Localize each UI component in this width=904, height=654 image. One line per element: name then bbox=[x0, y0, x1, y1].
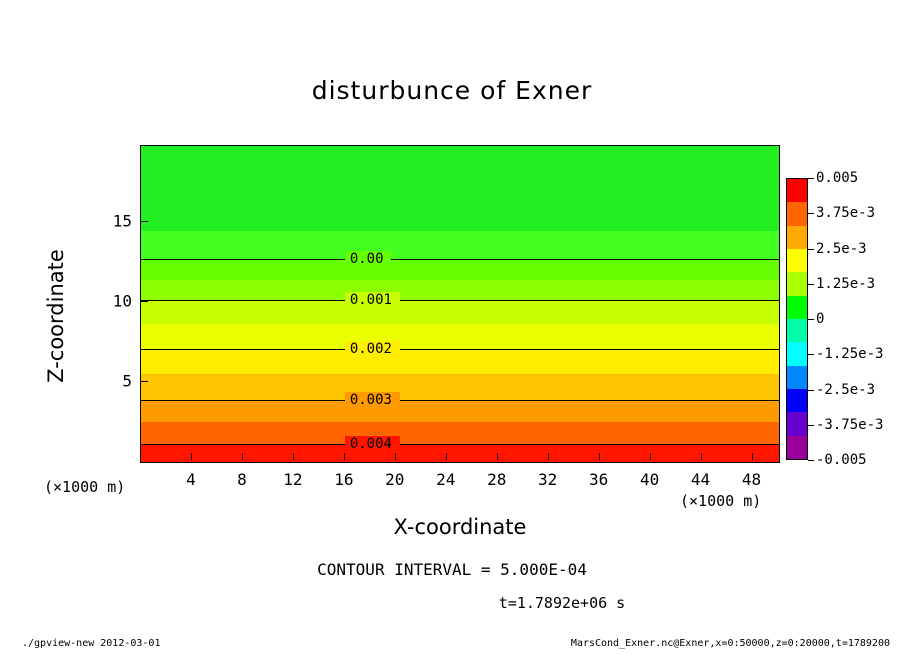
colorbar-tick-6: -2.5e-3 bbox=[816, 381, 876, 398]
contour-interval-label: CONTOUR INTERVAL = 5.000E-04 bbox=[317, 560, 587, 579]
contour-label-0.003: 0.003 bbox=[349, 391, 392, 408]
x-tick-44: 44 bbox=[690, 470, 711, 489]
chart-title: disturbunce of Exner bbox=[311, 76, 593, 105]
contour-band-7 bbox=[141, 374, 779, 400]
colorbar-tick-0: 0.005 bbox=[816, 170, 859, 186]
time-label: t=1.7892e+06 s bbox=[498, 594, 626, 612]
x-tickmark-28 bbox=[497, 453, 498, 460]
colorbar-segment-9 bbox=[787, 389, 807, 412]
x-tick-36: 36 bbox=[588, 470, 609, 489]
contour-label-0.001: 0.001 bbox=[349, 292, 392, 309]
x-tick-20: 20 bbox=[385, 470, 405, 489]
footer-right-text: MarsCond_Exner.nc@Exner,x=0:50000,z=0:20000,t=1789200 bbox=[570, 638, 890, 649]
colorbar-segment-3 bbox=[787, 249, 807, 272]
contour-band-10 bbox=[141, 444, 779, 462]
x-tickmark-12 bbox=[293, 453, 294, 460]
colorbar-tickmark-7 bbox=[808, 425, 814, 426]
y-tick-10: 10 bbox=[112, 291, 132, 311]
contour-line-0.001 bbox=[141, 300, 779, 301]
colorbar-tickmark-6 bbox=[808, 390, 814, 391]
colorbar-tick-2: 2.5e-3 bbox=[816, 240, 867, 257]
x-tickmark-48 bbox=[752, 453, 753, 460]
footer-left-text: ./gpview-new 2012-03-01 bbox=[22, 638, 161, 649]
contour-band-3 bbox=[141, 280, 779, 301]
x-unit-left: (×1000 m) bbox=[44, 478, 126, 496]
colorbar-tickmark-4 bbox=[808, 319, 814, 320]
y-tick-15: 15 bbox=[112, 211, 132, 231]
colorbar-segment-0 bbox=[787, 179, 807, 202]
x-tickmark-40 bbox=[650, 453, 651, 460]
x-tick-8: 8 bbox=[237, 470, 247, 489]
x-tick-40: 40 bbox=[639, 470, 660, 489]
colorbar-segment-7 bbox=[787, 342, 807, 365]
x-tick-28: 28 bbox=[487, 470, 507, 489]
colorbar-tick-8: -0.005 bbox=[816, 452, 867, 468]
colorbar-segment-2 bbox=[787, 226, 807, 249]
x-tick-24: 24 bbox=[436, 470, 456, 489]
colorbar-tick-3: 1.25e-3 bbox=[816, 275, 876, 292]
contour-line-0.00 bbox=[141, 259, 779, 260]
contour-band-1 bbox=[141, 231, 779, 260]
colorbar-segment-11 bbox=[787, 436, 807, 459]
x-tickmark-32 bbox=[548, 453, 549, 460]
contour-band-8 bbox=[141, 400, 779, 423]
contour-line-0.004 bbox=[141, 444, 779, 445]
contour-band-0 bbox=[141, 146, 779, 232]
colorbar-segment-8 bbox=[787, 366, 807, 389]
x-tickmark-44 bbox=[701, 453, 702, 460]
contour-band-4 bbox=[141, 300, 779, 324]
x-tickmark-8 bbox=[242, 453, 243, 460]
colorbar-segment-5 bbox=[787, 296, 807, 319]
x-tick-48: 48 bbox=[741, 470, 762, 489]
contour-band-5 bbox=[141, 324, 779, 350]
y-tick-5: 5 bbox=[122, 371, 132, 391]
colorbar-segment-1 bbox=[787, 202, 807, 225]
colorbar-segment-6 bbox=[787, 319, 807, 342]
colorbar-segment-4 bbox=[787, 272, 807, 295]
contour-label-0.00: 0.00 bbox=[349, 251, 384, 268]
y-tickmark-15 bbox=[141, 221, 148, 222]
x-tickmark-24 bbox=[446, 453, 447, 460]
colorbar-tick-1: 3.75e-3 bbox=[816, 205, 876, 222]
x-tickmark-4 bbox=[191, 453, 192, 460]
contour-line-0.003 bbox=[141, 400, 779, 401]
plot-area bbox=[140, 145, 780, 463]
contour-band-6 bbox=[141, 349, 779, 375]
contour-line-0.002 bbox=[141, 349, 779, 350]
colorbar-tickmark-2 bbox=[808, 249, 814, 250]
x-tickmark-20 bbox=[395, 453, 396, 460]
colorbar-segment-10 bbox=[787, 412, 807, 435]
colorbar-tick-4: 0 bbox=[816, 311, 825, 327]
contour-fill-layer bbox=[141, 146, 779, 462]
x-tick-4: 4 bbox=[186, 470, 196, 489]
x-unit-right: (×1000 m) bbox=[680, 492, 762, 510]
colorbar-tickmark-8 bbox=[808, 460, 814, 461]
colorbar-tick-5: -1.25e-3 bbox=[816, 346, 884, 363]
y-axis-label: Z-coordinate bbox=[44, 249, 68, 383]
x-tick-32: 32 bbox=[538, 470, 558, 489]
colorbar bbox=[786, 178, 808, 460]
contour-label-0.002: 0.002 bbox=[349, 341, 392, 358]
x-tick-12: 12 bbox=[283, 470, 303, 489]
x-tickmark-16 bbox=[344, 453, 345, 460]
contour-band-2 bbox=[141, 259, 779, 280]
x-tickmark-36 bbox=[599, 453, 600, 460]
colorbar-tickmark-5 bbox=[808, 354, 814, 355]
contour-band-9 bbox=[141, 422, 779, 445]
colorbar-tickmark-0 bbox=[808, 178, 814, 179]
colorbar-tickmark-3 bbox=[808, 284, 814, 285]
y-tickmark-10 bbox=[141, 301, 148, 302]
y-tickmark-5 bbox=[141, 381, 148, 382]
x-tick-16: 16 bbox=[334, 470, 354, 489]
colorbar-tick-7: -3.75e-3 bbox=[816, 416, 884, 433]
colorbar-tickmark-1 bbox=[808, 213, 814, 214]
x-axis-label: X-coordinate bbox=[393, 515, 527, 539]
contour-label-0.004: 0.004 bbox=[349, 435, 392, 452]
